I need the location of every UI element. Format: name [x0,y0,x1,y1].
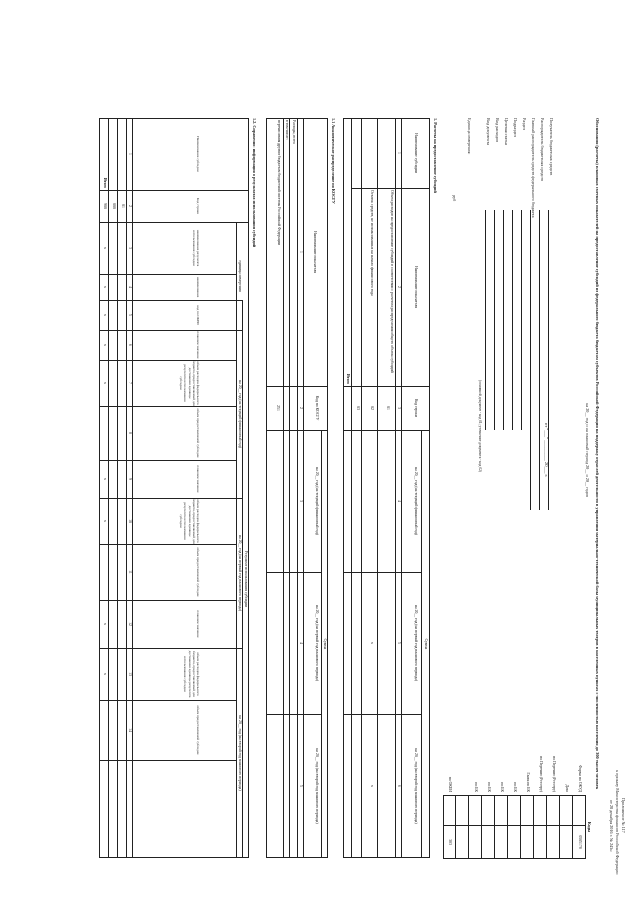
s12-colnum: 14 [128,728,132,732]
s1-colnum-4: 4 [397,500,401,502]
s12-year-header-3: на 20__ год (на второй год планового периода) [238,715,242,791]
code-label: по Перечню (Реестру) [552,756,556,792]
s1-colnum-6: 6 [397,785,401,787]
section11-title: 1.1 Аналитическое распределение по КОСГУ [331,118,336,204]
header-field-label: Единица измерения: [467,118,472,155]
s11-col-header-4: на 20__ год (на первый год планового периода) [315,604,319,682]
s12-colnum: 9 [128,478,132,480]
s12-cell: х [103,314,107,316]
s1-col-header-4: на 20__ год (на текущий финансовый год) [414,467,418,535]
s11-summa-header: Сумма [323,638,327,650]
code-label: Форма по ОКУД [578,765,582,792]
s12-row-code: 01 [121,204,125,208]
section12-title: 1.2. Справочно: информация о результатах использования субсидий [252,118,257,248]
s1-row1-code: 01 [386,406,390,410]
s11-colnum-3: 3 [299,500,303,502]
code-label: Дата [565,784,569,792]
header-field-line[interactable] [494,210,495,430]
s1-colnum-5: 5 [397,642,401,644]
s1-col-header-2: Наименование показателя [414,265,418,309]
header-field-line[interactable] [530,210,531,510]
s12-total-label: Итого [103,177,107,188]
s12-colnum: 1 [128,153,132,155]
code-label: по БК [513,782,517,792]
s12-col-header: плановое значение [196,610,200,638]
s12-cell: х [103,623,107,625]
s12-colnum: 6 [128,344,132,346]
header-field-line[interactable] [503,210,504,430]
s12-colnum: 8 [128,432,132,434]
s12-cell: х [103,478,107,480]
s12-col-header: объем расходов федерального бюджета, предоставляемый для достижения единицы результата использования субсидии [183,650,200,698]
s11-row3-name: перечисления другим бюджетам бюджетной системы Российской Федерации [277,120,281,245]
s1-row3-code: 03 [356,406,360,410]
header-field-label: Распорядитель бюджетных средств [540,118,545,181]
s12-colnum: 5 [128,314,132,316]
s1-colnum-3: 3 [397,407,401,409]
s11-colnum-4: 4 [299,642,303,644]
header-field-label: Вид документа [486,118,491,145]
s12-col-header: объем предоставляемой субсидии [196,547,200,597]
s11-row3-code: 251 [276,405,280,411]
date-line: от "___" _________ 20___ г. [544,422,549,478]
s12-col-header: объем расходов федерального бюджета, предоставляемый для достижения единицы результата использования субсидии [179,498,200,544]
s1-row1-name: Объем расходов на предоставление субсидий в соответствии с расчетом распределения общего объема субсидий [390,190,394,373]
s1-row2-c6: х [370,785,374,787]
unit-value: руб [452,195,457,202]
s12-cell: х [103,673,107,675]
s1-col-header-5: на 20__ год (на первый год планового периода) [414,604,418,682]
code-label: Глава по БК [526,772,530,792]
s11-col-header-3: на 20__ год (на текущий финансовый год) [315,467,319,535]
s12-col-header: Код строки [196,197,200,215]
s1-colnum-2: 2 [397,286,401,288]
s12-col-header: объем расходов федерального бюджета, предоставляемый для достижения единицы результата использования субсидии [179,360,200,406]
s12-col-header: наименование [196,276,200,298]
header-field-label: Получатель бюджетных средств [549,118,554,176]
header-field-line[interactable] [521,210,522,430]
s12-col-header: плановое значение [196,331,200,359]
codes-box [443,795,586,859]
appendix-line-2: к приказу Министерства финансов Российской Федерации [615,770,620,875]
s12-unit-header: единица измерения [238,260,242,292]
s1-row2-name: Остаток средств, не использованных на начало финансового года [370,190,374,296]
header-field-label: Подраздел [513,118,518,137]
code-label: по ОКЕИ [448,776,452,792]
s12-row-code: 900 [103,203,107,209]
s11-colnum-2: 2 [299,407,303,409]
s12-colnum: 7 [128,382,132,384]
s1-col-header-1: Наименование субсидии [414,133,418,173]
s12-cell: х [103,382,107,384]
header-field-label: Целевая статья [504,118,509,145]
s12-colnum: 2 [128,205,132,207]
form-title: Обоснования (расчеты) плановых сметных показателей на предоставление субсидий из федерального бюджета бюджетам субъектов Российской Федерации на поддержку отраслей деятельности в управлении материально-технической базы муниципальных театров в населенных пунктах с численностью населения до 300 тысяч человек [595,118,600,790]
appendix-line-1: Приложение № 117 [621,798,626,833]
s11-col-header-2: Код по КОСГУ [315,395,319,421]
header-field-line[interactable] [512,210,513,430]
s1-row2-code: 02 [370,406,374,410]
s12-colnum: 3 [128,247,132,249]
s11-colnum-1: 1 [299,251,303,253]
s11-row2-name: в том числе: [285,120,289,140]
s12-colnum: 10 [128,519,132,523]
s12-row-code: 000 [112,203,116,209]
code-label: по БК [500,782,504,792]
s12-col-header: наименование результата использования субсидии [191,229,200,267]
header-field-label: Главный распорядитель средств федерального бюджета [531,118,536,218]
s11-row1-name: Расходы, всего [292,120,296,144]
codes-header: Коды [587,821,592,833]
s1-col-header-3: Код строки [414,398,418,418]
code-value: 383 [448,839,452,845]
s12-cell: х [103,247,107,249]
header-field-label: Раздел [522,118,527,130]
appendix-line-3: от 28 декабря 2016 г. № 243н [609,800,614,852]
s12-col-header: плановое значение [196,465,200,493]
period-line: на 20__ год и на плановый период 20__ и 20__ годов [585,403,590,497]
code-label: по Перечню (Реестру) [539,756,543,792]
s12-cell: х [103,520,107,522]
s12-colnum: 13 [128,672,132,676]
section1-title: 1. Расчеты на предоставление субсидий [433,118,438,193]
s11-colnum-5: 5 [299,785,303,787]
s1-col-header-6: на 20__ год (на второй год планового периода) [414,748,418,824]
s12-col-header: код по ОКЕИ [196,305,200,325]
s12-col-header: объем предоставляемой субсидии [196,408,200,458]
s12-colnum: 4 [128,286,132,288]
doc-kind-hint: (основной документ - код 01; уточнение документа - код 02) [478,380,482,473]
s1-colnum-1: 1 [397,152,401,154]
code-value: 0505178 [578,835,582,849]
header-field-line[interactable] [548,210,549,510]
header-field-label: Вид расходов [495,118,500,143]
s1-summa-header: Сумма [424,638,428,650]
s1-row2-c5: х [370,642,374,644]
s12-cell: х [103,286,107,288]
header-field-line[interactable] [485,210,486,430]
s12-year-header-1: на 20__ год (на текущий финансовый год) [238,380,242,448]
s12-colnum: 11 [128,570,132,574]
code-label: по БК [487,782,491,792]
header-field-line[interactable] [539,210,540,510]
s12-col-header: объем предоставляемой субсидии [196,705,200,755]
s12-cell: х [103,344,107,346]
s11-col-header-5: на 20__ год (на второй год планового периода) [315,748,319,824]
code-label: по БК [474,782,478,792]
s1-total-label: Итого [346,373,350,384]
s12-col-header: Наименование субсидии [196,136,200,172]
s11-col-header-1: Наименование показателя [313,230,317,274]
s12-year-header-2: на 20__ год (на первый год планового периода) [238,534,242,612]
section12-table [99,118,249,858]
s12-results-header: Результат использования субсидии [244,550,248,608]
s12-colnum: 12 [128,622,132,626]
